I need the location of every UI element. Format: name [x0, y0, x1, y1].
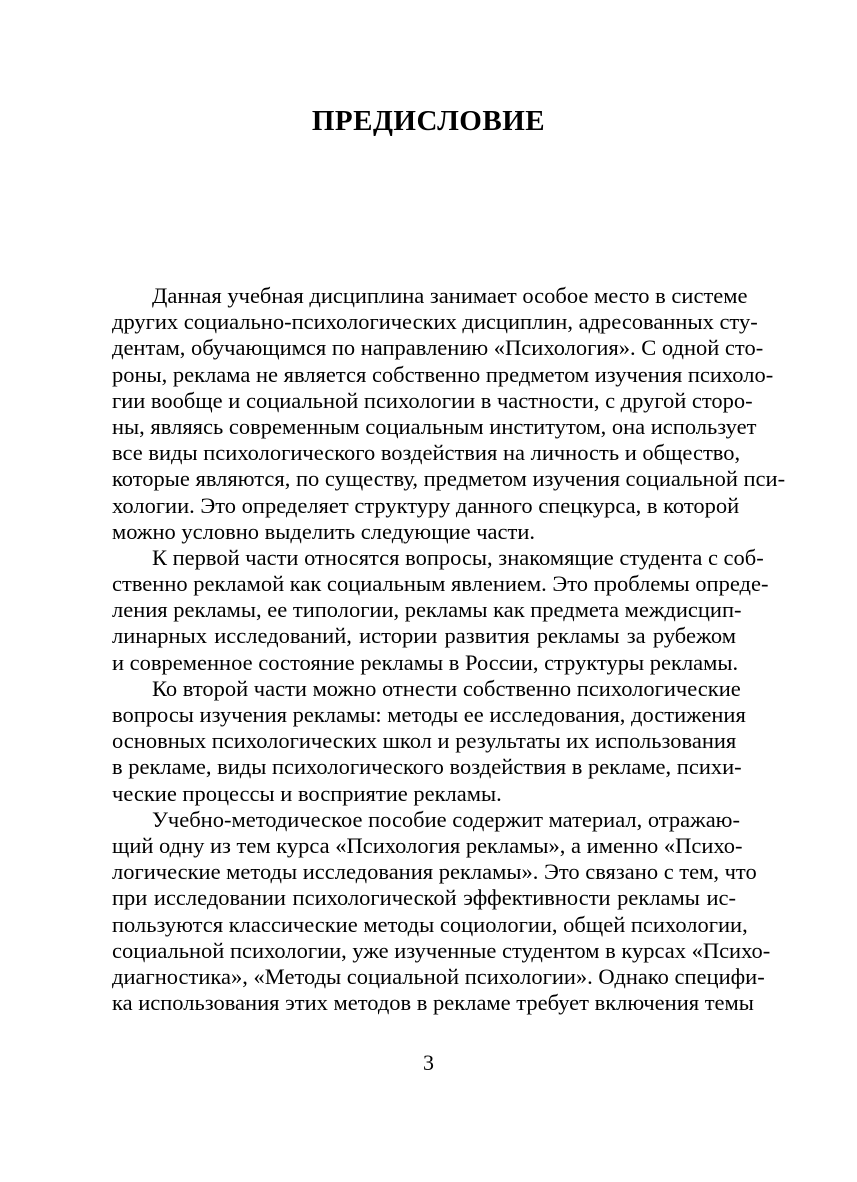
text-line: роны, реклама не является собственно предметом изучения психоло-	[112, 361, 774, 387]
body-text	[112, 283, 786, 1016]
text-line: других социально-психологических дисциплин, адресованных сту-	[112, 309, 758, 335]
text-line: ственно рекламой как социальным явлением. Это проблемы опреде-	[112, 571, 769, 597]
text-line: пользуются классические методы социологии, общей психологии,	[112, 911, 748, 937]
text-line: ления рекламы, ее типологии, рекламы как предмета междисцип-	[112, 597, 742, 623]
text-line: все виды психологического воздействия на личность и общество,	[112, 440, 741, 466]
text-line: логические методы исследования рекламы». Это связано с тем, что	[112, 859, 757, 885]
text-line: ка использования этих методов в рекламе требует включения темы	[112, 990, 754, 1016]
text-line: которые являются, по существу, предметом изучения социальной пси-	[112, 466, 786, 492]
page-number: 3	[423, 1050, 434, 1075]
text-line: социальной психологии, уже изученные студентом в курсах «Психо-	[112, 937, 771, 963]
text-line: К первой части относятся вопросы, знакомящие студента с соб-	[152, 544, 764, 570]
text-line: и современное состояние рекламы в России, структуры рекламы.	[112, 649, 739, 675]
text-line: при исследовании психологической эффективности рекламы ис-	[112, 885, 736, 911]
text-line: вопросы изучения рекламы: методы ее исследования, достижения	[112, 702, 746, 727]
text-line: Ко второй части можно отнести собственно психологические	[152, 675, 741, 701]
text-line: хологии. Это определяет структуру данного спецкурса, в которой	[112, 492, 740, 518]
text-line: Данная учебная дисциплина занимает особое место в системе	[152, 283, 748, 308]
text-line: линарных исследований, истории развития рекламы за рубежом	[112, 623, 736, 649]
text-line: ны, являясь современным социальным институтом, она использует	[112, 413, 757, 439]
page-title: ПРЕДИСЛОВИЕ	[311, 105, 546, 137]
text-line: можно условно выделить следующие части.	[112, 518, 535, 544]
text-line: основных психологических школ и результаты их использования	[112, 728, 737, 754]
text-line: в рекламе, виды психологического воздействия в рекламе, психи-	[112, 754, 742, 780]
text-line: гии вообще и социальной психологии в частности, с другой сторо-	[112, 387, 753, 413]
text-line: диагностика», «Методы социальной психологии». Однако специфи-	[112, 963, 765, 989]
text-line: ческие процессы и восприятие рекламы.	[112, 780, 502, 806]
paragraph	[112, 675, 746, 807]
text-line: Учебно-методическое пособие содержит материал, отражаю-	[152, 806, 740, 832]
paragraph	[112, 544, 769, 676]
paragraph	[112, 806, 771, 1017]
text-line: щий одну из тем курса «Психология рекламы», а именно «Психо-	[112, 832, 743, 858]
text-line: дентам, обучающимся по направлению «Психология». С одной сто-	[112, 335, 764, 361]
paragraph	[112, 283, 786, 545]
